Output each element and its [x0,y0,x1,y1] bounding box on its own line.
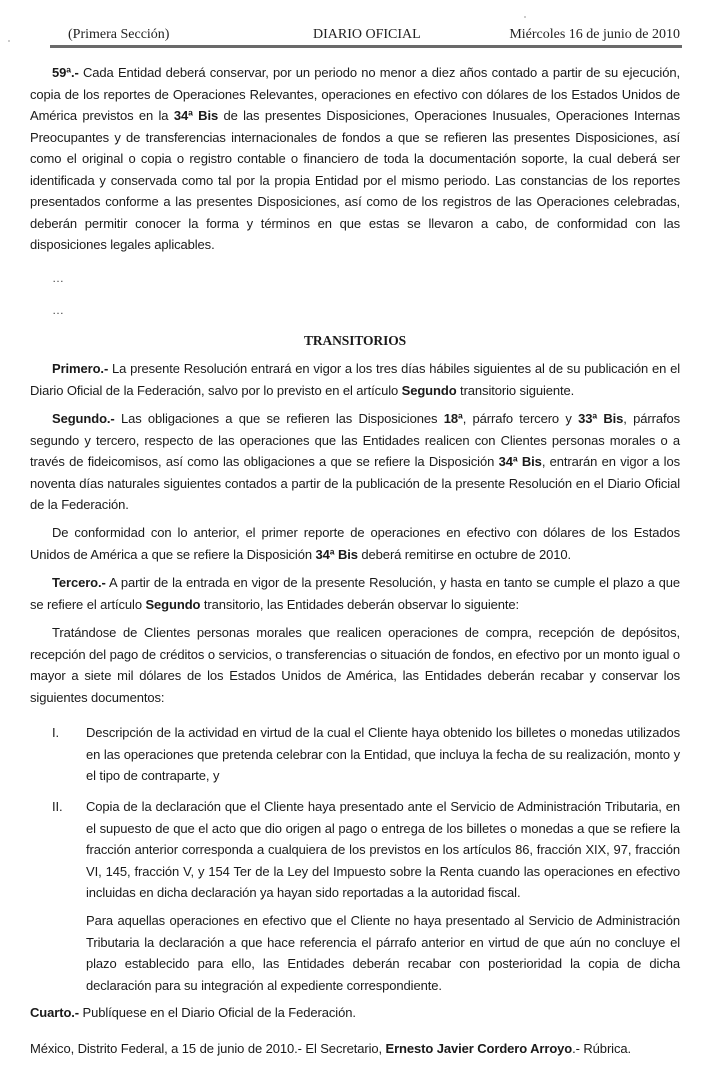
page-header [50,25,682,45]
article-ref: 34ª Bis [173,108,219,123]
header-publication: DIARIO OFICIAL [313,27,421,42]
scan-speck [524,16,526,18]
list-item-text: Copia de la declaración que el Cliente haya presentado ante el Servicio de Administración Tributaria, en el supuesto de que el acto que dio origen al pago o entrega de los billetes o monedas a que se refiere la fracción anterior corresponda a cualquiera de los previstos en los artículos 86, fracción XIX, 97, fracción VI, 145, fracción V, y 154 Ter de la Ley del Impuesto sobre la Renta cuando las operaciones en efectivo incluidas en dicha declaración ya hayan sido reportadas a la autoridad fiscal. [86,799,680,900]
list-item-number: I. [52,725,60,740]
ellipsis: … [52,303,64,317]
transitorio-primero: Primero.- La presente Resolución entrará en vigor a los tres días hábiles siguientes al de su publicación en el Diario Oficial de la Federación, salvo por lo previsto en el artículo Segundo transitorio siguiente. [30,361,680,398]
primero-label: Primero.- [52,361,109,376]
conformidad-paragraph: De conformidad con lo anterior, el primer reporte de operaciones en efectivo con dólares de los Estados Unidos de América a que se refiere la Disposición 34ª Bis deberá remitirse en octubre de 2010. [30,525,680,562]
tratandose-paragraph: Tratándose de Clientes personas morales que realicen operaciones de compra, recepción de depósitos, recepción del pago de créditos o servicios, o transferencias o situación de fondos, en efectivo por un monto igual o mayor a siete mil dólares de los Estados Unidos de América, las Entidades deberán recabar y conservar los siguientes documentos: [30,625,680,705]
article-59: 59ª.- Cada Entidad deberá conservar, por un periodo no menor a diez años contado a partir de su ejecución, copia de los reportes de Operaciones Relevantes, operaciones en efectivo con dólares de los Estados Unidos de América previstos en la 34ª Bis de las presentes Disposiciones, Operaciones Inusuales, Operaciones Internas Preocupantes y de transferencias internacionales de fondos a que se refieren las presentes Disposiciones, así como el original o copia o registro contable o financiero de toda la documentación soporte, la cual deberá ser identificada y conservada como tal por la propia Entidad por el mismo periodo. Las constancias de los reportes presentados conforme a las presentes Disposiciones, así como de los registros de las Operaciones celebradas, deberán permitir conocer la forma y términos en que estas se llevaron a cabo, de conformidad con las disposiciones legales aplicables. [30,65,681,252]
list-item-text: Descripción de la actividad en virtud de la cual el Cliente haya obtenido los billetes o monedas utilizados en las operaciones que pretenda celebrar con la Entidad, que incluya la fecha de su realización, monto y el tipo de contraparte, y [86,725,680,783]
tercero-label: Tercero.- [52,575,106,590]
section-title: TRANSITORIOS [303,333,407,348]
article-59-label: 59ª.- [52,65,79,80]
scan-speck [8,40,10,42]
list-item-number: II. [52,799,63,814]
header-section: (Primera Sección) [68,27,170,42]
header-date: Miércoles 16 de junio de 2010 [509,27,680,42]
list-item-subparagraph: Para aquellas operaciones en efectivo que el Cliente no haya presentado al Servicio de Administración Tributaria la declaración a que hace referencia el párrafo anterior en virtud de que aún no concluye el plazo establecido para ello, las Entidades deberán recabar con posterioridad la copia de dicha declaración para su integración al expediente correspondiente. [86,913,680,993]
cuarto-label: Cuarto.- [30,1005,80,1020]
header-rule [50,45,682,48]
transitorio-cuarto: Cuarto.- Publíquese en el Diario Oficial de la Federación. [30,1005,356,1020]
transitorio-tercero: Tercero.- A partir de la entrada en vigor de la presente Resolución, y hasta en tanto se cumple el plazo a que se refiere el artículo Segundo transitorio, las Entidades deberán observar lo siguiente: [30,575,680,612]
segundo-label: Segundo.- [52,411,115,426]
transitorio-segundo: Segundo.- Las obligaciones a que se refieren las Disposiciones 18ª, párrafo tercero y 33ª Bis, párrafos segundo y tercero, respecto de las operaciones que las Entidades realicen con Clientes personas morales o a través de fideicomisos, así como las obligaciones a que se refiere la Disposición 34ª Bis, entrarán en vigor a los noventa días naturales siguientes contados a partir de la publicación de la presente Resolución en el Diario Oficial de la Federación. [30,411,681,512]
ellipsis: … [52,271,64,285]
signature-line: México, Distrito Federal, a 15 de junio de 2010.- El Secretario, Ernesto Javier Cordero Arroyo.- Rúbrica. [30,1041,632,1056]
signatory-name: Ernesto Javier Cordero Arroyo [385,1041,573,1056]
